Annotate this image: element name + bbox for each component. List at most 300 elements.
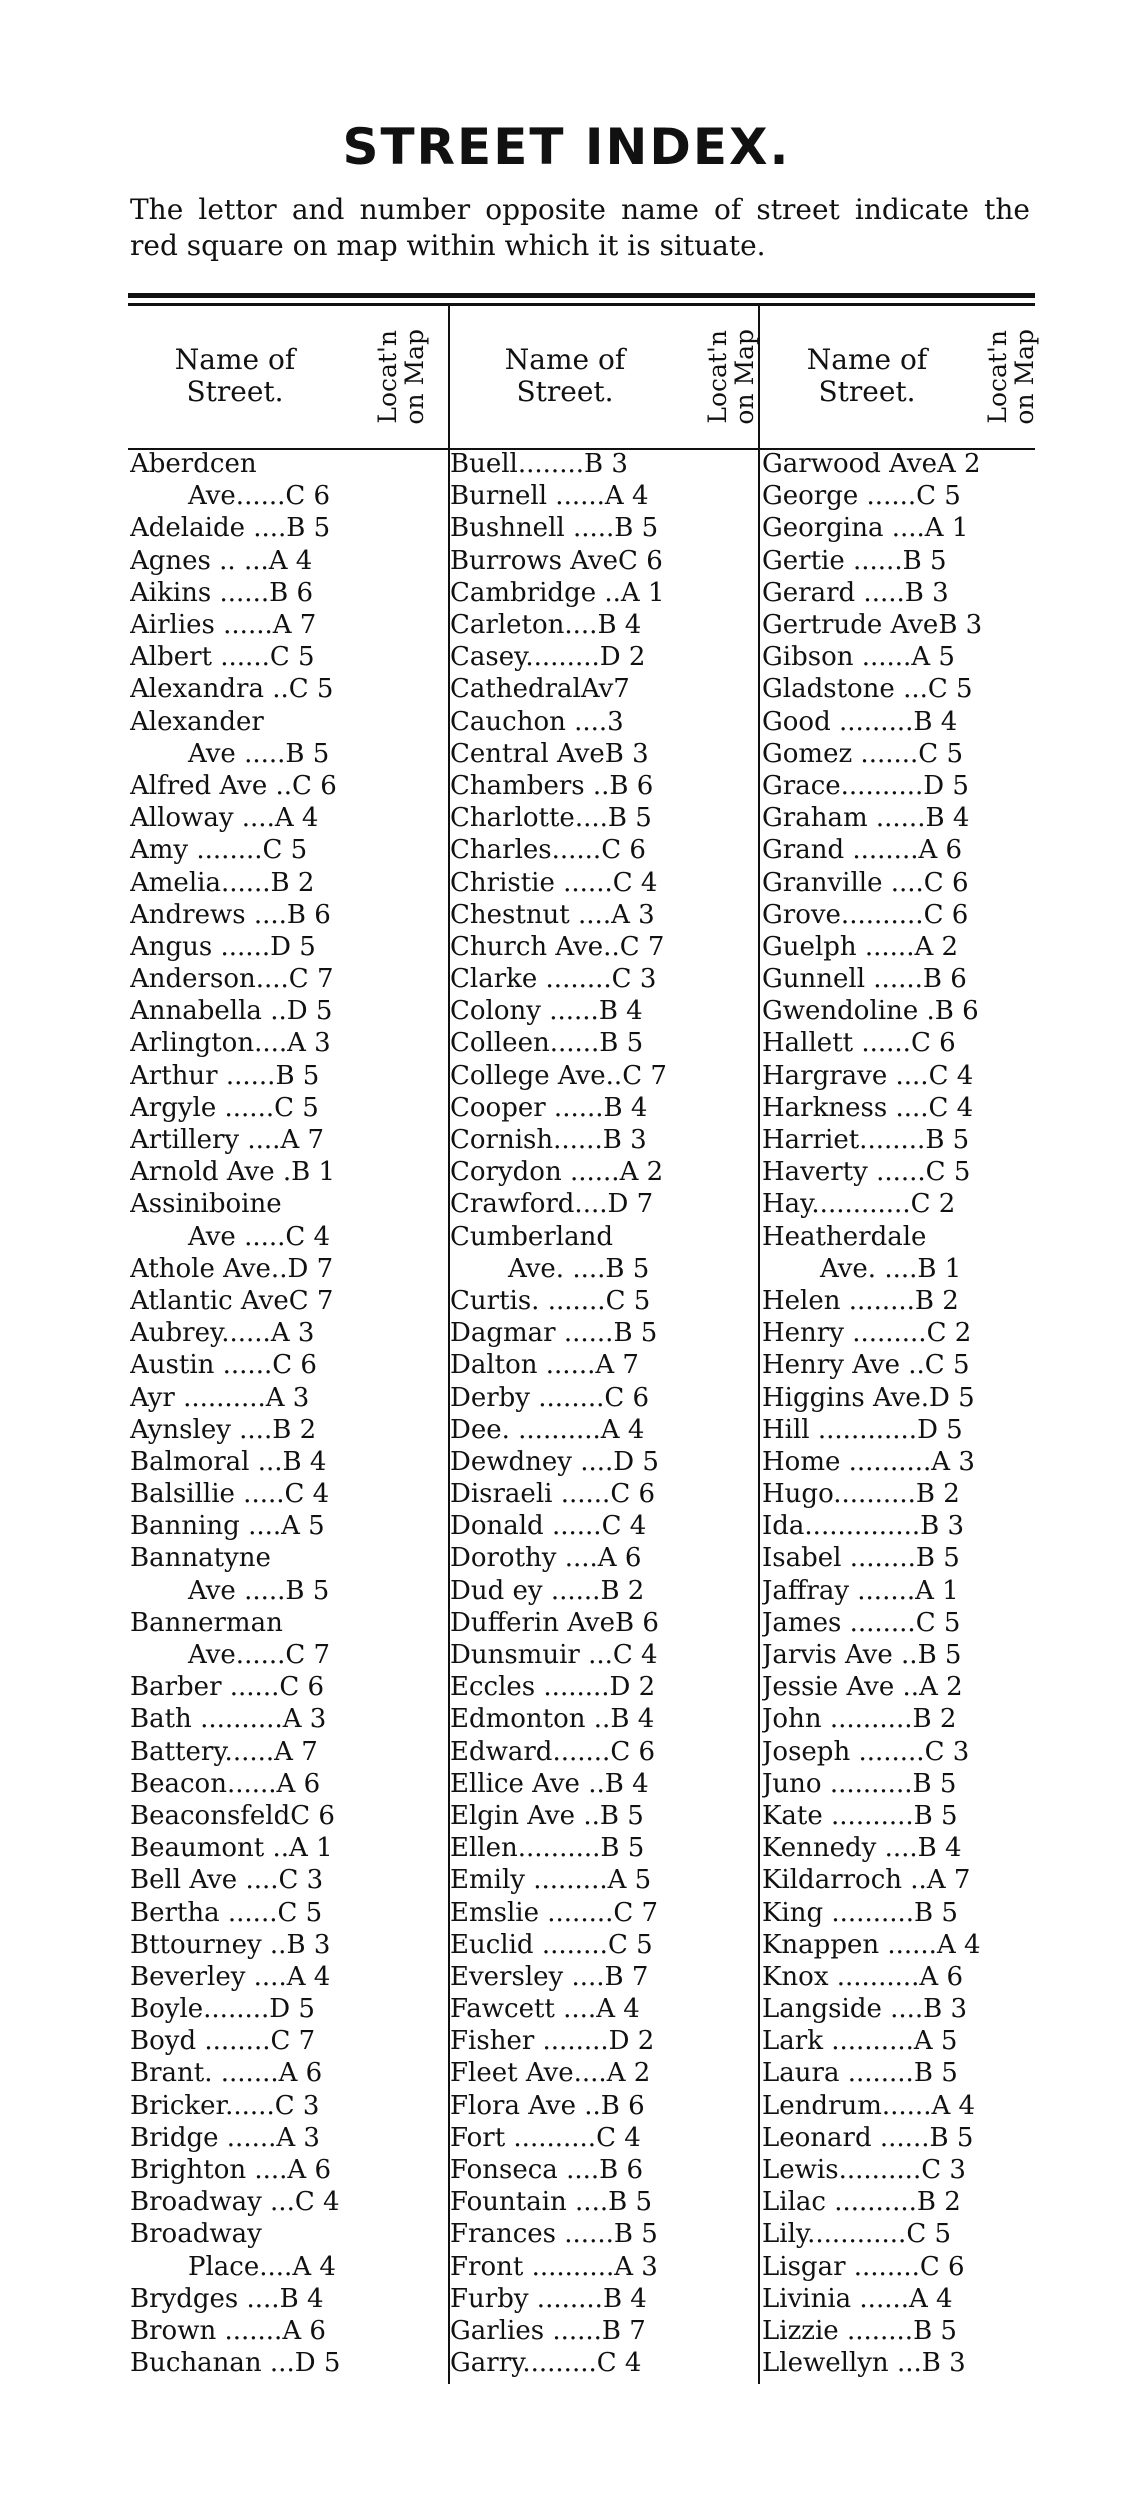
- map-location: A 4: [286, 1961, 331, 1992]
- map-location: B 5: [613, 1318, 658, 1349]
- street-name: Front ..........: [450, 2251, 615, 2282]
- map-location: C 5: [916, 481, 961, 512]
- map-location: B 5: [902, 545, 947, 576]
- map-location: A 4: [268, 545, 313, 576]
- map-location: C 3: [921, 2155, 966, 2186]
- map-location: D 5: [929, 1382, 975, 1413]
- map-location: B 1: [917, 1253, 962, 1284]
- street-entry: [450, 2090, 760, 2122]
- street-entry: [130, 448, 430, 480]
- map-location: B 3: [904, 577, 949, 608]
- location-header-label: Locat'n on Map: [983, 329, 1039, 425]
- street-entry: [130, 2218, 430, 2250]
- street-name: Ida..............: [762, 1511, 921, 1542]
- street-name: Battery......: [130, 1736, 275, 1767]
- street-entry: [130, 1864, 430, 1896]
- street-name: Alexandra ..: [130, 674, 289, 705]
- street-name: Chambers ..: [450, 770, 610, 801]
- column-header: [450, 306, 760, 448]
- street-entry: [450, 1607, 760, 1639]
- map-location: A 7: [280, 1125, 325, 1156]
- location-header: [702, 314, 760, 440]
- map-location: B 3: [923, 1994, 968, 2025]
- map-location: C 4: [285, 1221, 331, 1252]
- street-entry: [130, 512, 430, 544]
- map-location: C 6: [610, 1479, 656, 1510]
- map-location: D 5: [923, 770, 969, 801]
- street-name: Bath ..........: [130, 1704, 283, 1735]
- map-location: B 6: [600, 2090, 645, 2121]
- street-entry: [762, 995, 1040, 1027]
- map-location: C 6: [290, 1800, 335, 1831]
- street-entry: [130, 963, 430, 995]
- street-name: Colleen......: [450, 1028, 600, 1059]
- street-entry: [130, 706, 430, 738]
- street-entry: [130, 2025, 430, 2057]
- street-name: Ave .....: [188, 738, 286, 769]
- street-entry: [130, 1542, 430, 1574]
- street-name: Balsillie .....: [130, 1479, 285, 1510]
- column-header: [130, 306, 430, 448]
- map-location: B 6: [599, 2155, 644, 2186]
- map-location: B 2: [912, 1704, 957, 1735]
- street-name: Fonseca ....: [450, 2155, 600, 2186]
- street-list: [450, 448, 760, 2379]
- street-name: Corydon ......: [450, 1157, 620, 1188]
- street-name: Broadway: [130, 2219, 262, 2250]
- street-entry: [450, 1221, 760, 1253]
- street-name: Chestnut ....: [450, 899, 612, 930]
- street-entry: [130, 995, 430, 1027]
- street-entry: [450, 1060, 760, 1092]
- street-entry: [130, 1768, 430, 1800]
- street-entry: [450, 1317, 760, 1349]
- street-name: Joseph ........: [762, 1736, 925, 1767]
- street-entry: [450, 1446, 760, 1478]
- street-name: Dagmar ......: [450, 1318, 614, 1349]
- street-entry: [762, 577, 1040, 609]
- street-name: Heatherdale: [762, 1221, 927, 1252]
- street-name: Guelph ......: [762, 931, 915, 962]
- street-name: Aikins ......: [130, 577, 270, 608]
- street-entry: [130, 1639, 430, 1671]
- street-entry: [130, 577, 430, 609]
- street-name: Athole Ave..: [130, 1253, 288, 1284]
- street-entry: [762, 1768, 1040, 1800]
- street-name: Andrews ....: [130, 899, 287, 930]
- street-name: Beaumont ..: [130, 1833, 290, 1864]
- street-name: Brant. .......: [130, 2058, 279, 2089]
- street-entry: [130, 1993, 430, 2025]
- street-name: James ........: [762, 1607, 916, 1638]
- location-header-label: Locat'n on Map: [373, 329, 429, 425]
- street-entry: [450, 1929, 760, 1961]
- map-location: A 3: [931, 1446, 975, 1477]
- street-name: Clarke ........: [450, 964, 612, 995]
- street-name: Harkness ....: [762, 1092, 929, 1123]
- street-entry: [450, 1993, 760, 2025]
- map-location: D 2: [599, 642, 646, 673]
- street-entry: [762, 1510, 1040, 1542]
- street-name: Ave .....: [188, 1221, 286, 1252]
- street-entry: [450, 2025, 760, 2057]
- map-location: B 3: [921, 2348, 966, 2379]
- street-name: Knappen ......: [762, 1929, 937, 1960]
- street-entry: [450, 2057, 760, 2089]
- map-location: A 6: [919, 1961, 963, 1992]
- street-name: Burrows Ave: [450, 545, 619, 576]
- map-location: B 6: [269, 577, 314, 608]
- street-name: Ave. ....: [820, 1253, 918, 1284]
- map-location: B 5: [614, 513, 659, 544]
- map-location: B 5: [913, 2315, 957, 2346]
- street-name: Dunsmuir ...: [450, 1640, 613, 1671]
- street-name: Fleet Ave....: [450, 2058, 607, 2089]
- street-name: Jessie Ave ..: [762, 1672, 920, 1703]
- street-entry: [450, 1285, 760, 1317]
- street-name: Austin ......: [130, 1350, 273, 1381]
- street-name: Hugo..........: [762, 1479, 916, 1510]
- street-entry: [762, 2218, 1040, 2250]
- map-location: C 5: [925, 1157, 971, 1188]
- street-entry: [130, 1478, 430, 1510]
- street-entry: [762, 1478, 1040, 1510]
- map-location: D 7: [607, 1189, 654, 1220]
- street-entry: [762, 963, 1040, 995]
- map-location: C 5: [927, 674, 973, 705]
- street-entry: [130, 1929, 430, 1961]
- street-name: CathedralAv: [450, 674, 614, 705]
- map-location: A 6: [278, 2058, 323, 2089]
- street-name: Hallett ......: [762, 1028, 911, 1059]
- map-location: C 4: [596, 2122, 641, 2153]
- street-name: Eccles ........: [450, 1672, 610, 1703]
- street-entry: [450, 2251, 760, 2283]
- map-location: C 5: [269, 642, 315, 673]
- street-name: Gwendoline .: [762, 996, 935, 1027]
- map-location: B 2: [272, 1414, 317, 1445]
- map-location: A 6: [276, 1768, 321, 1799]
- street-entry: [130, 834, 430, 866]
- street-entry: [450, 1349, 760, 1381]
- street-entry: [130, 1832, 430, 1864]
- street-entry: [130, 1607, 430, 1639]
- street-entry: [130, 480, 430, 512]
- street-name: Burnell ......: [450, 481, 605, 512]
- street-entry: [450, 834, 760, 866]
- street-entry: [762, 480, 1040, 512]
- street-entry: [762, 448, 1040, 480]
- street-entry: [762, 1317, 1040, 1349]
- map-location: A 7: [272, 610, 317, 641]
- page-title: STREET INDEX.: [342, 118, 791, 176]
- header-rule-thick: [128, 293, 1035, 298]
- street-entry: [450, 1864, 760, 1896]
- street-entry: [450, 673, 760, 705]
- map-location: C 6: [610, 1736, 656, 1767]
- street-name: Argyle ......: [130, 1092, 275, 1123]
- street-entry: [762, 1961, 1040, 1993]
- map-location: B 5: [286, 513, 331, 544]
- map-location: A 7: [926, 1865, 971, 1896]
- street-name: Harriet........: [762, 1125, 926, 1156]
- map-location: C 7: [270, 2026, 316, 2057]
- street-name: Bttourney ..: [130, 1929, 287, 1960]
- street-entry: [130, 2186, 430, 2218]
- street-name: Bushnell .....: [450, 513, 615, 544]
- street-name: Euclid ........: [450, 1929, 608, 1960]
- map-location: B 6: [609, 770, 654, 801]
- street-entry: [450, 963, 760, 995]
- map-location: A 3: [611, 899, 655, 930]
- map-location: B 3: [602, 1125, 647, 1156]
- street-entry: [130, 931, 430, 963]
- street-name: Bricker......: [130, 2090, 275, 2121]
- street-name: Boyle........: [130, 1994, 270, 2025]
- street-entry: [130, 1800, 430, 1832]
- street-entry: [450, 706, 760, 738]
- map-location: C 6: [285, 481, 331, 512]
- street-name: Beaconsfeld: [130, 1800, 291, 1831]
- street-entry: [450, 1124, 760, 1156]
- street-name: Garlies ......: [450, 2315, 602, 2346]
- street-entry: [762, 2090, 1040, 2122]
- street-name: Livinia ......: [762, 2283, 909, 2314]
- street-name: Buchanan ...: [130, 2348, 295, 2379]
- map-location: A 2: [619, 1157, 664, 1188]
- street-entry: [762, 512, 1040, 544]
- street-entry: [450, 738, 760, 770]
- map-location: D 5: [269, 1994, 315, 2025]
- street-name: Juno ..........: [762, 1768, 913, 1799]
- map-location: C 5: [605, 1285, 651, 1316]
- street-name: Kennedy ....: [762, 1833, 918, 1864]
- street-entry: [130, 2122, 430, 2154]
- street-name: Charles......: [450, 835, 602, 866]
- street-entry: [130, 899, 430, 931]
- street-entry: [762, 1639, 1040, 1671]
- street-name: Gibson ......: [762, 642, 912, 673]
- street-entry: [762, 1575, 1040, 1607]
- street-entry: [130, 2057, 430, 2089]
- map-location: B 7: [604, 1961, 649, 1992]
- map-location: B 6: [615, 1607, 659, 1638]
- street-entry: [130, 545, 430, 577]
- street-name: Edward.......: [450, 1736, 611, 1767]
- map-location: B 3: [584, 449, 628, 480]
- street-name: Cornish......: [450, 1125, 603, 1156]
- map-location: C 4: [294, 2187, 340, 2218]
- street-name: Arthur ......: [130, 1060, 276, 1091]
- map-location: A 1: [620, 577, 665, 608]
- street-entry: [450, 1896, 760, 1928]
- map-location: B 4: [598, 996, 643, 1027]
- street-name: Leonard ......: [762, 2122, 930, 2153]
- street-name: Dud ey ......: [450, 1575, 601, 1606]
- street-entry: [130, 1156, 430, 1188]
- street-name: Lizzie ........: [762, 2315, 914, 2346]
- index-column-3: [762, 306, 1040, 2379]
- map-location: B 6: [922, 964, 967, 995]
- street-name: Knox ..........: [762, 1961, 920, 1992]
- street-entry: [762, 1285, 1040, 1317]
- street-entry: [130, 1736, 430, 1768]
- index-column-1: [130, 306, 430, 2379]
- map-location: C 5: [607, 1929, 653, 1960]
- street-name: Hill ............: [762, 1414, 918, 1445]
- map-location: B 5: [605, 1253, 650, 1284]
- map-location: A 4: [292, 2251, 336, 2282]
- street-name: Gertie ......: [762, 545, 903, 576]
- street-entry: [450, 1188, 760, 1220]
- map-location: C 5: [274, 1092, 319, 1123]
- street-entry: [762, 1060, 1040, 1092]
- map-location: B 4: [597, 610, 642, 641]
- street-name: Hargrave ....: [762, 1060, 929, 1091]
- street-name: Anderson....: [130, 964, 289, 995]
- map-location: C 7: [288, 1285, 334, 1316]
- street-name: Dalton ......: [450, 1350, 596, 1381]
- map-location: A 6: [282, 2315, 326, 2346]
- street-entry: [450, 1639, 760, 1671]
- street-name: Ave......: [188, 481, 286, 512]
- map-location: B 5: [912, 1768, 957, 1799]
- street-name: Donald ......: [450, 1511, 602, 1542]
- location-header: [372, 314, 430, 440]
- street-name: Brown .......: [130, 2315, 283, 2346]
- street-entry: [450, 1414, 760, 1446]
- street-entry: [762, 1736, 1040, 1768]
- map-location: C 4: [612, 1640, 658, 1671]
- street-entry: [450, 931, 760, 963]
- map-location: C 6: [910, 1028, 956, 1059]
- map-location: B 4: [279, 2283, 324, 2314]
- map-location: B 5: [915, 1543, 960, 1574]
- map-location: A 4: [604, 481, 649, 512]
- street-entry: [450, 2154, 760, 2186]
- map-location: B 5: [600, 1833, 645, 1864]
- street-entry: [762, 899, 1040, 931]
- map-location: B 4: [282, 1446, 327, 1477]
- index-column-2: [450, 306, 760, 2379]
- street-name: Bannatyne: [130, 1543, 271, 1574]
- street-list: [762, 448, 1040, 2379]
- street-name: Henry Ave ..: [762, 1350, 925, 1381]
- map-location: A 6: [597, 1543, 642, 1574]
- column-header: [762, 306, 1040, 448]
- street-entry: [130, 1703, 430, 1735]
- street-entry: [762, 706, 1040, 738]
- street-entry: [130, 1510, 430, 1542]
- map-location: B 5: [613, 2219, 658, 2250]
- map-location: C 4: [928, 1092, 974, 1123]
- street-name: Broadway ...: [130, 2187, 295, 2218]
- street-name: Jaffray .......: [762, 1575, 916, 1606]
- street-entry: [450, 1478, 760, 1510]
- map-location: B 4: [913, 706, 958, 737]
- street-entry: [762, 1832, 1040, 1864]
- street-entry: [762, 1381, 1040, 1413]
- street-entry: [450, 899, 760, 931]
- street-name: Atlantic Ave: [130, 1285, 289, 1316]
- street-name: Langside ....: [762, 1994, 924, 2025]
- street-name: Lily............: [762, 2219, 907, 2250]
- street-entry: [762, 1800, 1040, 1832]
- street-entry: [762, 1188, 1040, 1220]
- street-name: Ave .....: [188, 1575, 286, 1606]
- map-location: D 5: [294, 2348, 341, 2379]
- map-location: C 7: [622, 1060, 667, 1091]
- map-location: C 6: [292, 770, 337, 801]
- street-entry: [450, 1671, 760, 1703]
- street-name: Casey.........: [450, 642, 600, 673]
- street-entry: [450, 1156, 760, 1188]
- map-location: B 4: [610, 1704, 655, 1735]
- map-location: D 5: [917, 1414, 963, 1445]
- street-entry: [130, 1092, 430, 1124]
- street-name: Llewellyn ...: [762, 2348, 922, 2379]
- map-location: C 4: [612, 867, 658, 898]
- street-entry: [130, 1188, 430, 1220]
- map-location: A 4: [931, 2090, 976, 2121]
- street-name: Barber ......: [130, 1672, 280, 1703]
- map-location: B 5: [925, 1125, 970, 1156]
- street-name: King ..........: [762, 1897, 915, 1928]
- street-entry: [762, 609, 1040, 641]
- map-location: C 7: [619, 931, 665, 962]
- street-entry: [130, 2251, 430, 2283]
- map-location: B 1: [291, 1157, 336, 1188]
- map-location: C 2: [910, 1189, 956, 1220]
- map-location: C 3: [278, 1865, 324, 1896]
- map-location: C 2: [926, 1318, 972, 1349]
- street-name: Edmonton ..: [450, 1704, 611, 1735]
- street-entry: [450, 1381, 760, 1413]
- street-name: Ave. ....: [508, 1253, 606, 1284]
- map-location: A 7: [274, 1736, 318, 1767]
- map-location: C 4: [596, 2348, 642, 2379]
- street-entry: [450, 802, 760, 834]
- street-name: Flora Ave ..: [450, 2090, 601, 2121]
- street-entry: [130, 641, 430, 673]
- street-entry: [130, 1381, 430, 1413]
- map-location: C 4: [928, 1060, 974, 1091]
- street-name: Bridge ......: [130, 2122, 277, 2153]
- street-name: Bertha ......: [130, 1897, 278, 1928]
- street-name: Cambridge ..: [450, 577, 621, 608]
- map-location: B 5: [913, 2058, 958, 2089]
- map-location: A 4: [600, 1414, 645, 1445]
- map-location: A 6: [918, 835, 963, 866]
- map-location: A 5: [913, 2026, 958, 2057]
- street-name: Lilac ..........: [762, 2187, 917, 2218]
- map-location: C 5: [277, 1897, 323, 1928]
- street-name: Gerard .....: [762, 577, 905, 608]
- street-name: Frances ......: [450, 2219, 614, 2250]
- street-entry: [130, 1446, 430, 1478]
- street-name: Home ..........: [762, 1446, 932, 1477]
- street-name: Alexander: [130, 706, 264, 737]
- street-entry: [450, 770, 760, 802]
- street-name: Carleton....: [450, 610, 598, 641]
- street-entry: [450, 2218, 760, 2250]
- street-entry: [762, 931, 1040, 963]
- street-entry: [130, 1027, 430, 1059]
- street-entry: [130, 1414, 430, 1446]
- map-location: C 6: [923, 899, 969, 930]
- street-entry: [450, 1575, 760, 1607]
- street-name: Charlotte....: [450, 803, 608, 834]
